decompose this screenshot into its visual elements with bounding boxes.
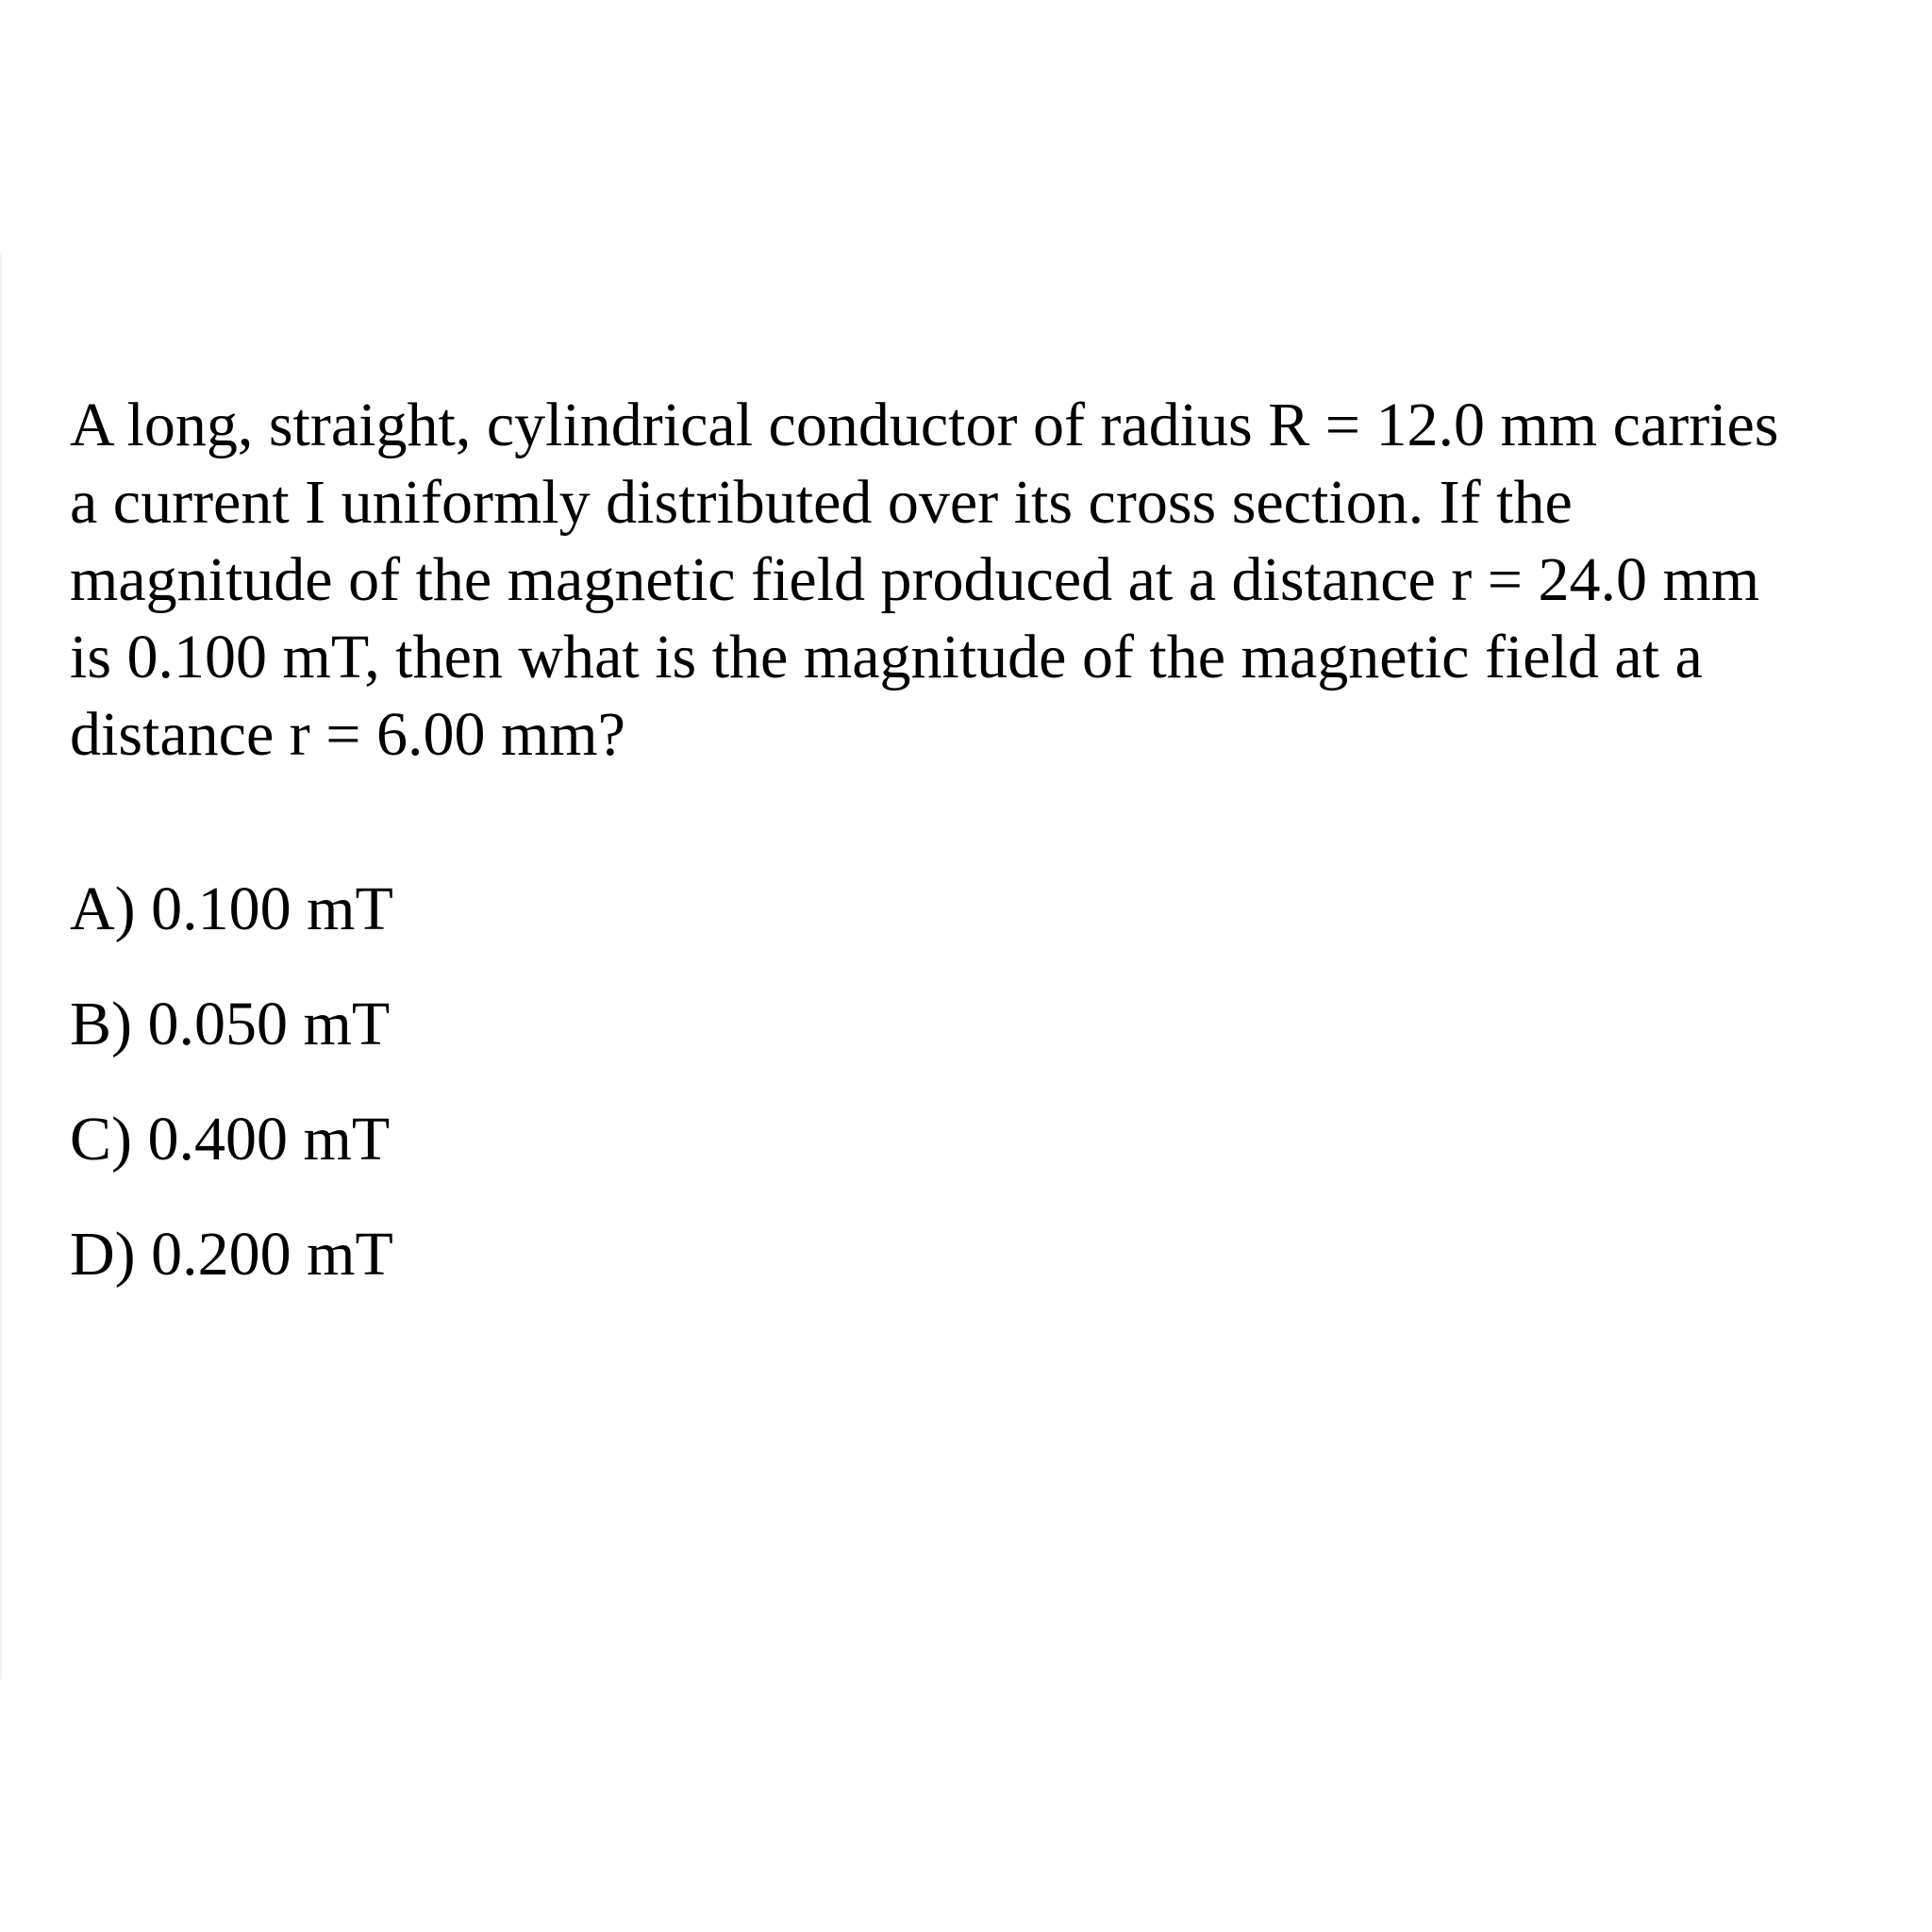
question-line: distance r = 6.00 mm?	[70, 700, 625, 769]
option-d: D) 0.200 mT	[70, 1220, 393, 1289]
question-text	[70, 387, 1900, 774]
answer-options	[70, 872, 393, 1332]
question-line: magnitude of the magnetic field produced at a distance r = 24.0 mm	[70, 545, 1760, 614]
question-line: a current I uniformly distributed over its cross section. If the	[70, 468, 1573, 537]
option-b: B) 0.050 mT	[70, 990, 391, 1058]
option-a: A) 0.100 mT	[70, 874, 393, 943]
option-c: C) 0.400 mT	[70, 1105, 391, 1174]
question-line: is 0.100 mT, then what is the magnitude of the magnetic field at a	[70, 623, 1703, 691]
question-line: A long, straight, cylindrical conductor of radius R = 12.0 mm carries	[70, 391, 1779, 459]
